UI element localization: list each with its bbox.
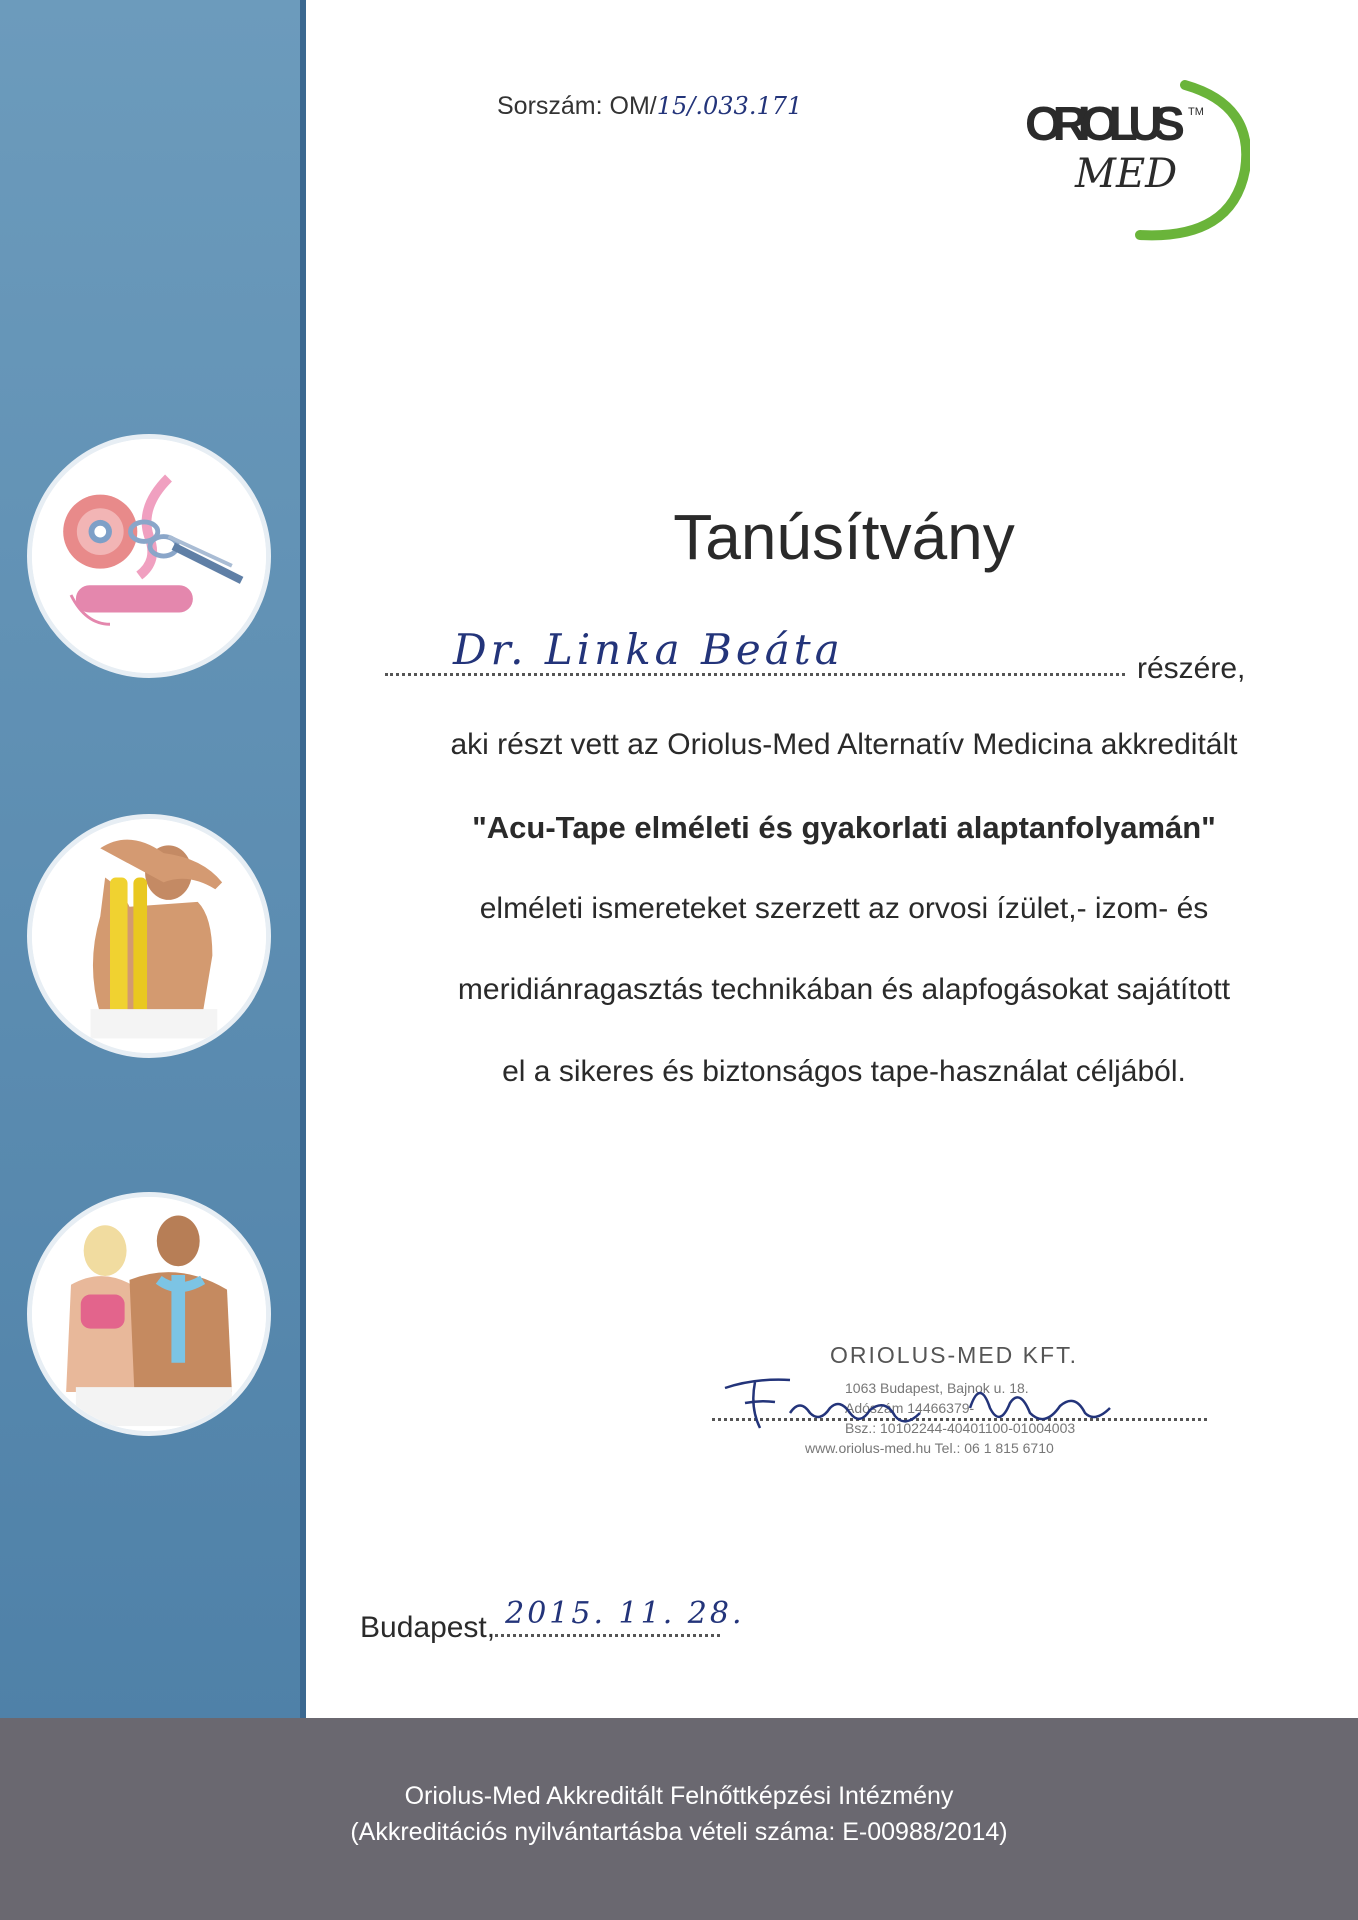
serial-handwritten: 15/.033.171: [656, 92, 803, 120]
stamp-company: ORIOLUS-MED KFT.: [830, 1342, 1078, 1368]
body-line-4: meridiánragasztás technikában és alapfogásokat sajátított: [457, 973, 1231, 1006]
recipient-line: [385, 625, 1246, 690]
recipient-name-handwritten: Dr. Linka Beáta: [453, 625, 844, 674]
man-back-tape-image: [27, 814, 271, 1058]
svg-text:MED: MED: [1075, 151, 1178, 197]
certificate-title: Tanúsítvány: [673, 501, 1015, 573]
place-date: [360, 1596, 745, 1645]
body-line-5: el a sikeres és biztonságos tape-használat céljából.: [502, 1055, 1186, 1088]
recipient-suffix: részére,: [1137, 652, 1246, 685]
place-label: Budapest,: [360, 1611, 496, 1644]
serial-label: Sorszám: OM/: [497, 92, 657, 120]
date-handwritten: 2015. 11. 28.: [505, 1596, 745, 1631]
sidebar-edge: [300, 0, 346, 1720]
couple-tape-image: [27, 1192, 271, 1436]
stamp-tax: Adószám 14466379-: [845, 1400, 975, 1416]
svg-text:ORIOLUS: ORIOLUS: [1025, 98, 1185, 151]
serial-number: [497, 92, 802, 121]
body-line-3: elméleti ismereteket szerzett az orvosi ízület,- izom- és: [479, 892, 1209, 925]
stamp-web-tel: www.oriolus-med.hu Tel.: 06 1 815 6710: [805, 1440, 1054, 1456]
body-line-1: aki részt vett az Oriolus-Med Alternatív Medicina akkreditált: [450, 728, 1238, 761]
oriolus-med-logo: [1010, 75, 1250, 245]
tape-scissors-image: [27, 434, 271, 678]
date-dotted-line: [495, 1596, 745, 1637]
footer-line-2: (Akkreditációs nyilvántartásba vételi száma: E-00988/2014): [350, 1818, 1008, 1846]
signature: [715, 1358, 1135, 1448]
left-sidebar: [0, 0, 330, 1720]
stamp-bank: Bsz.: 10102244-40401100-01004003: [845, 1420, 1076, 1436]
footer-band: [0, 1718, 1358, 1920]
course-name: "Acu-Tape elméleti és gyakorlati alaptanfolyamán": [472, 810, 1216, 845]
svg-text:TM: TM: [1188, 106, 1204, 118]
footer-line-1: Oriolus-Med Akkreditált Felnőttképzési Intézmény: [404, 1782, 954, 1810]
stamp-address: 1063 Budapest, Bajnok u. 18.: [845, 1380, 1029, 1396]
